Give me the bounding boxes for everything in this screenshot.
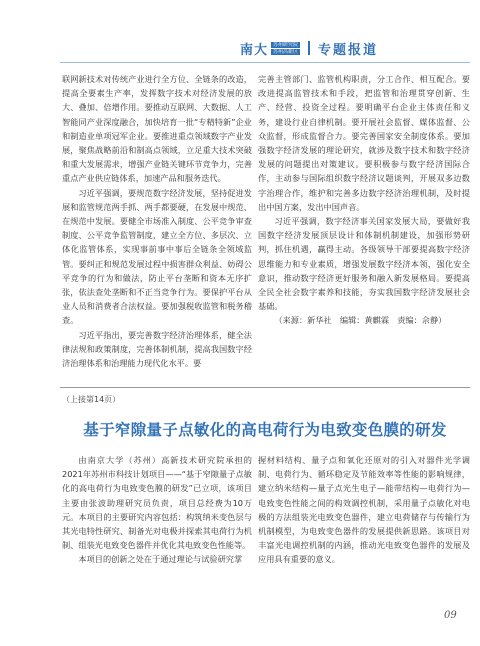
paragraph: 本项目的创新之处在于通过理论与试验研究掌: [78, 554, 243, 565]
source-credit: （来源：新华社 编辑：黄麒霖 责编：佘静）: [274, 315, 447, 326]
header-rule: [60, 62, 470, 63]
page-number: 09: [444, 610, 457, 621]
paragraph: 完善主管部门、监管机构职责，分工合作、相互配合。要改进提高监管技术和手段，把监管和治理贯穿创新、生产、经营、投资全过程。要明确平台企业主体责任和义务，建设行业自律机制。要开展社会监督、媒体监督、公众监督，形成监督合力。要完善国家安全制度体系。要加强数字经济发展的理论研究，就涉及数字技术和数字经济发展的问题提出对策建议。要积极参与数字经济国际合作，主动参与国际组织数字经济议题谈判，开展双多边数字治理合作，维护和完善多边数字经济治理机制，及时提出中国方案，发出中国声音。: [258, 74, 470, 212]
article-right-column: [258, 453, 470, 567]
section-title: 专题报道: [318, 42, 379, 58]
article-title: 基于窄隙量子点敏化的高电荷行为电致变色膜的研发: [83, 421, 447, 439]
top-article-left-column: [62, 72, 252, 370]
continued-from-label: （上接第14页）: [62, 395, 121, 404]
paragraph: 习近平强调，数字经济事关国家发展大局，要做好我国数字经济发展顶层设计和体制机制建设，加强形势研判，抓住机遇，赢得主动。各级领导干部要提高数字经济思维能力和专业素质，增强发展数字经济本领，强化安全意识，推动数字经济更好服务和融入新发展格局。要提高全民全社会数字素养和技能，夯实我国数字经济发展社会基础。: [258, 216, 470, 312]
header-separator: [308, 41, 310, 55]
brand-subtitle: [271, 42, 300, 55]
page-header: [240, 38, 468, 58]
article-divider: [60, 387, 470, 388]
top-article-right-column: [258, 72, 470, 328]
article-left-column: [62, 453, 252, 567]
paragraph: 习近平强调，要规范数字经济发展，坚持促进发展和监管规范两手抓、两手都要硬，在发展中规范、在规范中发展。要健全市场准入制度、公平竞争审查制度、公平竞争监管制度，建立全方位、多层次、立体化监管体系，实现事前事中事后全链条全领域监管。要纠正和规范发展过程中损害群众利益、妨碍公平竞争的行为和做法，防止平台垄断和资本无序扩张，依法查处垄断和不正当竞争行为。要保护平台从业人员和消费者合法权益。要加强税收监管和税务稽查。: [62, 187, 252, 326]
brand-name: 南大: [240, 42, 269, 58]
paragraph: 由南京大学（苏州）高新技术研究院承担的2021年苏州市科技计划项目——“基于窄隙量子点敏化的高电荷行为电致变色膜的研发”已立项，该项目主要由张波助理研究员负责，项目总经费为10万元。本项目的主要研究内容包括：构筑纳米变色层与其光电特性研究、制备光对电极并探索其电荷行为机制、组装光电致变色器件并优化其电致变色性能等。: [62, 455, 252, 551]
paragraph: 习近平指出，要完善数字经济治理体系，健全法律法规和政策制度，完善体制机制，提高我国数字经济治理体系和治理能力现代化水平。要: [62, 329, 252, 369]
brand-subtitle-line-2: 苏州高新区: [273, 48, 299, 55]
paragraph: 联网新技术对传统产业进行全方位、全链条的改造，提高全要素生产率，发挥数字技术对经济发展的放大、叠加、倍增作用。要推动互联网、大数据、人工智能同产业深度融合，加快培育一批“专精特新”企业和制造业单项冠军企业。要推进重点领域数字产业发展，聚焦战略前沿和制高点领域，立足重大技术突破和重大发展需求，增强产业链关键环节竞争力，完善重点产业供应链体系，加速产品和服务迭代。: [62, 74, 252, 184]
brand-subtitle-line-1: 苏州研究院: [273, 41, 299, 48]
paragraph: 握材料结构、量子点和氧化还原对的引入对器件光学调制、电荷行为、循环稳定及节能效率等性能的影响规律，建立纳米结构—量子点光生电子—能带结构—电荷行为—电致变色性能之间的构效调控机制，采用量子点敏化对电极的方法组装光电致变色器件，建立电荷储存与传输行为机制模型，为电致变色器件的发展提供新思路。该项目对丰富光电调控机制的内涵，推动光电致变色器件的发展及应用具有重要的意义。: [258, 455, 470, 565]
